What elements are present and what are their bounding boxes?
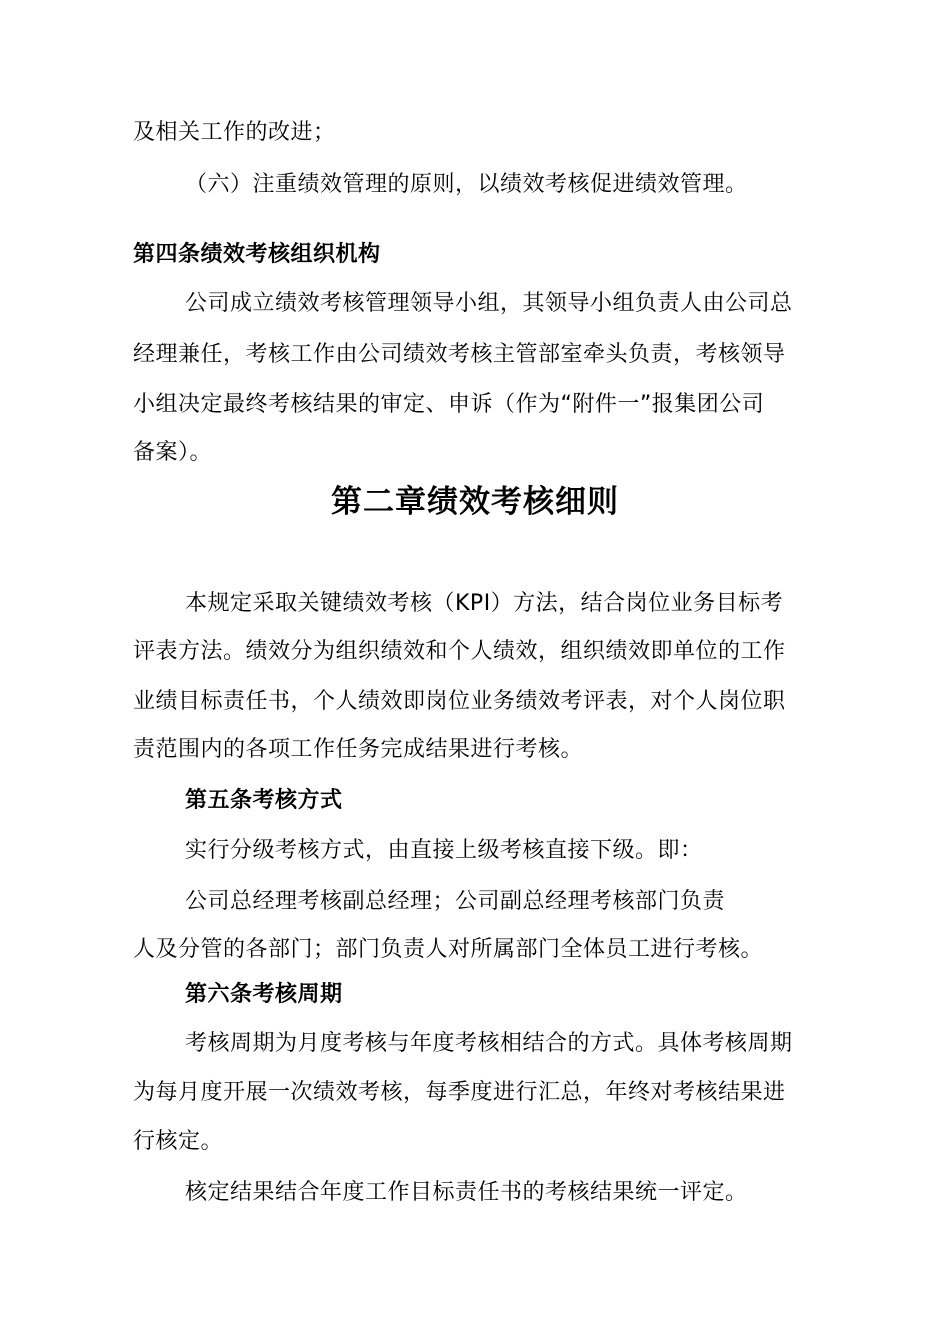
article-5-line-1: 实行分级考核方式，由直接上级考核直接下级。即： (185, 838, 703, 863)
list-item-six: （六）注重绩效管理的原则，以绩效考核促进绩效管理。 (185, 172, 748, 197)
intro-line-4: 责范围内的各项工作任务完成结果进行考核。 (133, 737, 584, 762)
article-5-heading: 第五条考核方式 (185, 788, 343, 813)
article-6-line-4: 核定结果结合年度工作目标责任书的考核结果统一评定。 (185, 1180, 748, 1205)
article-4-heading: 第四条绩效考核组织机构 (133, 242, 381, 267)
intro-line-2: 评表方法。绩效分为组织绩效和个人绩效，组织绩效即单位的工作 (133, 639, 786, 664)
article-5-line-3: 人及分管的各部门；部门负责人对所属部门全体员工进行考核。 (133, 937, 764, 962)
intro-line-1: 本规定采取关键绩效考核（KPI）方法，结合岗位业务目标考 (185, 591, 784, 616)
article-4-line-2: 经理兼任，考核工作由公司绩效考核主管部室牵头负责，考核领导 (133, 342, 786, 367)
article-4-line-3: 小组决定最终考核结果的审定、申诉（作为“附件一”报集团公司 (133, 392, 765, 417)
paragraph-continuation: 及相关工作的改进； (133, 120, 336, 145)
intro-line-3: 业绩目标责任书，个人绩效即岗位业务绩效考评表，对个人岗位职 (133, 689, 786, 714)
article-6-line-1: 考核周期为月度考核与年度考核相结合的方式。具体考核周期 (185, 1031, 793, 1056)
article-6-heading: 第六条考核周期 (185, 982, 343, 1007)
article-4-line-1: 公司成立绩效考核管理领导小组，其领导小组负责人由公司总 (185, 291, 793, 316)
article-4-line-4: 备案）。 (133, 440, 213, 465)
article-6-line-2: 为每月度开展一次绩效考核，每季度进行汇总，年终对考核结果进 (133, 1080, 786, 1105)
chapter-2-title: 第二章绩效考核细则 (331, 484, 619, 520)
article-6-line-3: 行核定。 (133, 1129, 224, 1154)
article-5-line-2: 公司总经理考核副总经理；公司副总经理考核部门负责 (185, 889, 726, 914)
